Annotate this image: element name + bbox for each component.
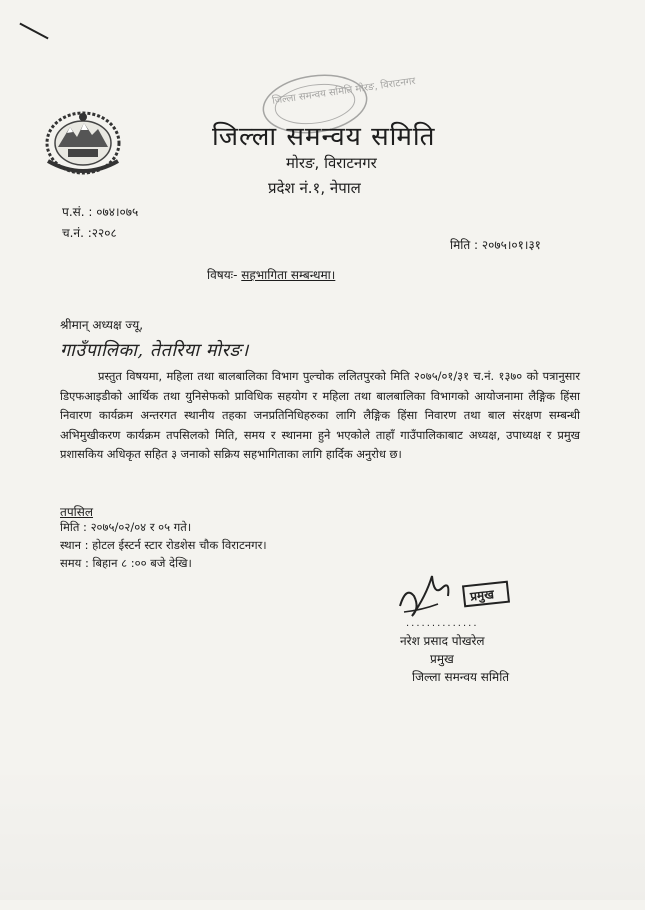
letter-date: मिति : २०७५।०१।३१ — [450, 238, 541, 252]
signature-stamp-text: प्रमुख — [469, 587, 495, 604]
stamp-text: जिल्ला समन्वय समिति मोरङ, विराटनगर — [271, 75, 417, 107]
letter-body: प्रस्तुत विषयमा, महिला तथा बालबालिका विभाग पुल्चोक ललितपुरको मिति २०७५/०१/३१ च.नं. १३७० को पत्रानुसार डिएफआइडीको आर्थिक तथा युनिसेफको प्राविधिक सहयोग र महिला तथा बालबालिका विभागको आयोजनामा लैङ्गिक हिंसा निवारण कार्यक्रम अन्तरगत स्थानीय तहका जनप्रतिनिधिहरुका लागि लैङ्गिक हिंसा निवारण तथा बाल संरक्षण सम्बन्धी अभिमुखीकरण कार्यक्रम तपसिलको मिति, समय र स्थानमा हुने भएकोले ताहाँ गाउँपालिकाबाट अध्यक्ष, उपाध्यक्ष र प्रमुख प्रशासकिय अधिकृत सहित ३ जनाको सक्रिय सहभागिताका लागि हार्दिक अनुरोध छ। — [60, 369, 580, 461]
subject-label: विषयः- — [207, 268, 238, 282]
tapasil-date: मिति : २०७५/०२/०४ र ०५ गते। — [60, 520, 192, 534]
salutation: श्रीमान् अध्यक्ष ज्यू, — [60, 318, 144, 332]
signer-designation: प्रमुख — [430, 652, 454, 666]
patra-sankhya: प.सं. : ०७४।०७५ — [62, 205, 139, 219]
subject-text: सहभागिता सम्बन्धमा। — [241, 268, 336, 282]
office-address-city: मोरङ, विराटनगर — [286, 154, 377, 172]
tapasil-heading: तपसिल — [60, 505, 94, 519]
office-address-province: प्रदेश नं.१, नेपाल — [268, 179, 361, 197]
nepal-emblem-icon — [40, 105, 126, 179]
tapasil-venue: स्थान : होटल ईस्टर्न स्टार रोडशेस चौक विराटनगर। — [60, 538, 267, 552]
addressee-handwritten: गाउँपालिका, तेतरिया मोरङ। — [60, 340, 249, 361]
scan-mark — [19, 23, 48, 40]
office-title: जिल्ला समन्वय समिति — [212, 122, 436, 152]
signer-office: जिल्ला समन्वय समिति — [412, 670, 510, 684]
signer-name: नरेश प्रसाद पोखरेल — [400, 634, 485, 648]
page-shadow — [0, 760, 645, 900]
subject-line — [207, 266, 335, 283]
signature-icon — [392, 566, 518, 624]
chalani-number: च.नं. :२२०८ — [62, 226, 117, 240]
signature-dots: .............. — [406, 618, 479, 629]
tapasil-time: समय : बिहान ८ :०० बजे देखि। — [60, 556, 192, 570]
